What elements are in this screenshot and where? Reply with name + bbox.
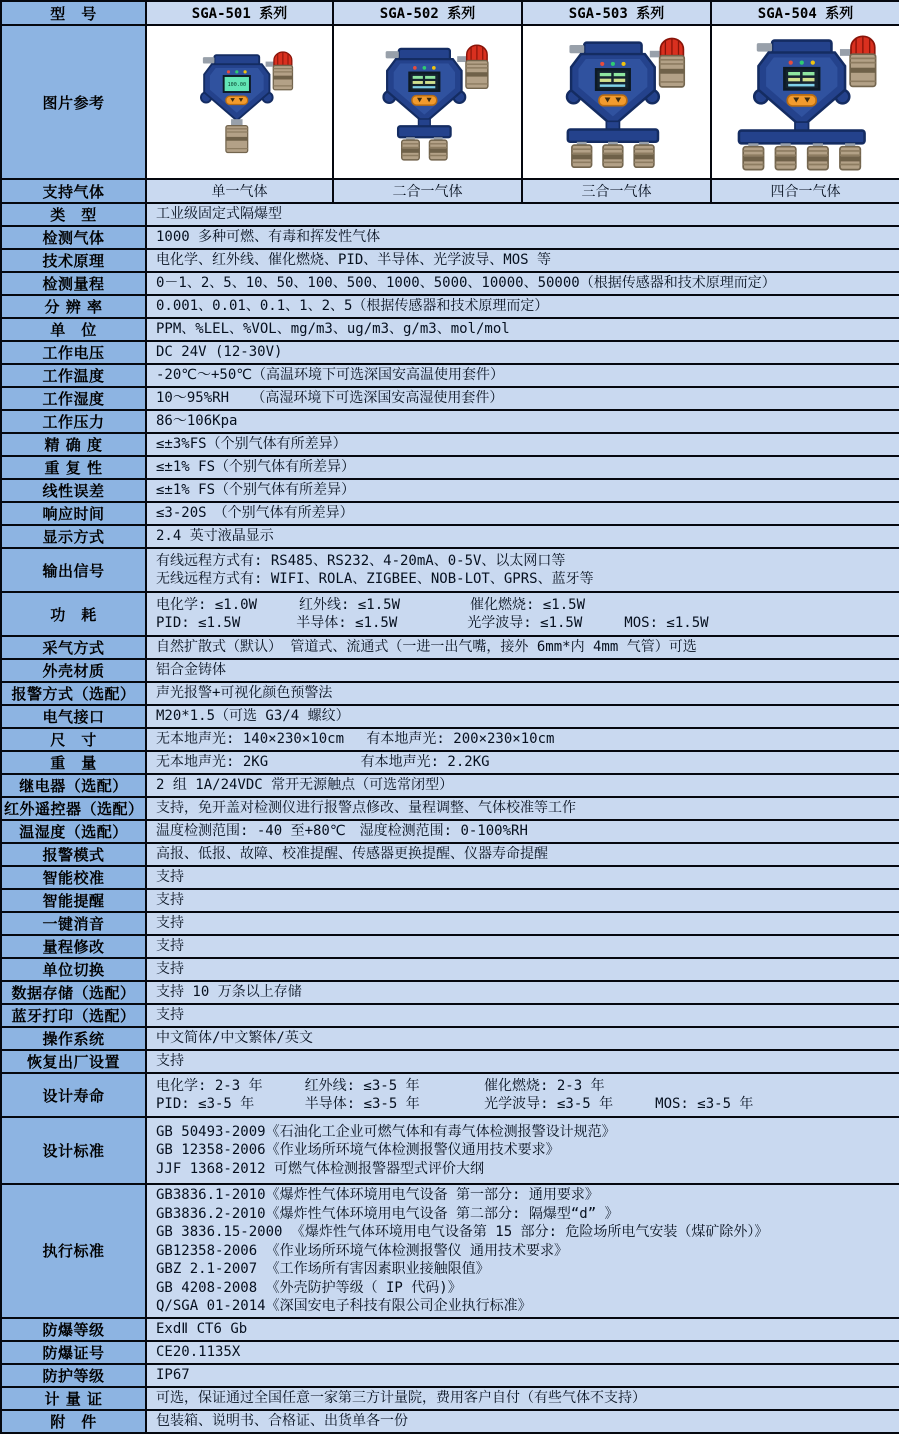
spec-label-voltage: 工作电压 — [1, 341, 146, 364]
model-sga-504: SGA-504 系列 — [711, 1, 899, 25]
spec-row-smart_reminder — [1, 889, 899, 912]
spec-value-line: ≤±1% FS（个别气体有所差异） — [156, 482, 356, 499]
spec-value-line: ≤±3%FS（个别气体有所差异） — [156, 436, 347, 453]
spec-value-line: 电化学: ≤1.0W 红外线: ≤1.5W 催化燃烧: ≤1.5W — [156, 596, 586, 613]
spec-row-size — [1, 728, 899, 751]
spec-value-ip_rating — [146, 1364, 899, 1387]
spec-label-os: 操作系统 — [1, 1027, 146, 1050]
spec-value-line: 1000 多种可燃、有毒和挥发性气体 — [156, 229, 381, 246]
spec-label-detect_gas: 检测气体 — [1, 226, 146, 249]
spec-row-smart_calibration — [1, 866, 899, 889]
spec-value-bt_print_optional — [146, 1004, 899, 1027]
spec-value-one_key_mute — [146, 912, 899, 935]
spec-value-ex_cert_no — [146, 1341, 899, 1364]
spec-value-line: 中文简体/中文繁体/英文 — [156, 1030, 313, 1047]
spec-value-line: DC 24V (12-30V) — [156, 344, 283, 361]
spec-row-sampling — [1, 636, 899, 659]
spec-row-unit_switch — [1, 958, 899, 981]
spec-row-detect_gas — [1, 226, 899, 249]
spec-label-range: 检测量程 — [1, 272, 146, 295]
spec-value-line: 支持 — [156, 1007, 184, 1024]
spec-value-line: GBZ 2.1-2007 《工作场所有害因素职业接触限值》 — [156, 1261, 490, 1277]
spec-value-sampling — [146, 636, 899, 659]
product-image-cell-sga-504 — [711, 25, 899, 179]
spec-label-resolution: 分 辨 率 — [1, 295, 146, 318]
spec-label-unit: 单 位 — [1, 318, 146, 341]
spec-value-line: 支持 — [156, 869, 184, 886]
spec-value-line: 2 组 1A/24VDC 常开无源触点（可选常闭型） — [156, 777, 454, 794]
spec-row-ex_rating — [1, 1318, 899, 1341]
spec-value-line: 铝合金铸体 — [156, 662, 226, 679]
spec-value-line: PID: ≤1.5W 半导体: ≤1.5W 光学波导: ≤1.5W MOS: ≤1.5W — [156, 615, 709, 631]
spec-value-line: ExdⅡ CT6 Gb — [156, 1320, 248, 1337]
spec-label-factory_reset: 恢复出厂设置 — [1, 1050, 146, 1073]
gas-detector-image — [176, 27, 304, 173]
spec-value-range_modify — [146, 935, 899, 958]
spec-row-housing — [1, 659, 899, 682]
spec-value-line: 温度检测范围: -40 至+80℃ 湿度检测范围: 0-100%RH — [156, 823, 528, 840]
spec-row-design_standards — [1, 1117, 899, 1184]
spec-value-type — [146, 203, 899, 226]
spec-label-ex_rating: 防爆等级 — [1, 1318, 146, 1341]
spec-value-line: 声光报警+可视化颜色预警法 — [156, 685, 333, 702]
spec-value-line: ≤3-20S （个别气体有所差异） — [156, 505, 354, 522]
spec-value-alarm_modes — [146, 843, 899, 866]
spec-row-ip_rating — [1, 1364, 899, 1387]
spec-label-data_storage_optional: 数据存储（选配） — [1, 981, 146, 1004]
svg-text:100.00: 100.00 — [227, 81, 246, 88]
spec-row-pressure — [1, 410, 899, 433]
spec-label-exec_standards: 执行标准 — [1, 1184, 146, 1318]
spec-row-range_modify — [1, 935, 899, 958]
spec-row-ir_remote_optional — [1, 797, 899, 820]
spec-label-work_temp: 工作温度 — [1, 364, 146, 387]
model-sga-501: SGA-501 系列 — [146, 1, 333, 25]
spec-label-accuracy: 精 确 度 — [1, 433, 146, 456]
spec-row-accuracy — [1, 433, 899, 456]
product-image-cell-sga-501 — [146, 25, 333, 179]
spec-row-factory_reset — [1, 1050, 899, 1073]
spec-row-relay_optional — [1, 774, 899, 797]
spec-row-os — [1, 1027, 899, 1050]
spec-value-ex_rating — [146, 1318, 899, 1341]
spec-value-line: 支持，免开盖对检测仪进行报警点修改、量程调整、气体校准等工作 — [156, 800, 576, 817]
spec-value-line: 86～106Kpa — [156, 413, 238, 430]
spec-value-line: 支持 — [156, 961, 184, 978]
spec-value-line: Q/SGA 01-2014《深国安电子科技有限公司企业执行标准》 — [156, 1298, 532, 1314]
spec-value-line: 无线远程方式有: WIFI、ROLA、ZIGBEE、NOB-LOT、GPRS、蓝牙等 — [156, 571, 594, 587]
spec-value-line: 支持 — [156, 938, 184, 955]
spec-value-factory_reset — [146, 1050, 899, 1073]
spec-label-housing: 外壳材质 — [1, 659, 146, 682]
spec-value-line: 无本地声光: 140×230×10cm 有本地声光: 200×230×10cm — [156, 731, 555, 748]
spec-label-metrology_cert: 计 量 证 — [1, 1387, 146, 1410]
spec-value-accessories — [146, 1410, 899, 1433]
spec-row-exec_standards — [1, 1184, 899, 1318]
spec-value-housing — [146, 659, 899, 682]
spec-value-linearity — [146, 479, 899, 502]
spec-value-line: 电化学、红外线、催化燃烧、PID、半导体、光学波导、MOS 等 — [156, 252, 551, 269]
spec-value-line: 包装箱、说明书、合格证、出货单各一份 — [156, 1412, 408, 1429]
gas-support-row — [1, 179, 899, 203]
spec-label-weight: 重 量 — [1, 751, 146, 774]
spec-row-alarm_modes — [1, 843, 899, 866]
gas-detector-illustration — [355, 27, 501, 173]
spec-value-line: IP67 — [156, 1366, 190, 1383]
spec-label-relay_optional: 继电器（选配） — [1, 774, 146, 797]
spec-value-line: GB 50493-2009《石油化工企业可燃气体和有毒气体检测报警设计规范》 — [156, 1123, 616, 1140]
gas-support-row-label: 支持气体 — [1, 179, 146, 203]
spec-value-smart_calibration — [146, 866, 899, 889]
spec-label-alarm_modes: 报警模式 — [1, 843, 146, 866]
spec-value-line: 高报、低报、故障、校准提醒、传感器更换提醒、仪器寿命提醒 — [156, 846, 548, 863]
spec-label-one_key_mute: 一键消音 — [1, 912, 146, 935]
spec-label-alarm_mode_optional: 报警方式（选配） — [1, 682, 146, 705]
spec-value-line: PPM、%LEL、%VOL、mg/m3、ug/m3、g/m3、mol/mol — [156, 321, 510, 338]
spec-label-unit_switch: 单位切换 — [1, 958, 146, 981]
image-row-label: 图片参考 — [1, 25, 146, 179]
spec-row-weight — [1, 751, 899, 774]
spec-value-line: ≤±1% FS（个别气体有所差异） — [156, 459, 356, 476]
spec-value-accuracy — [146, 433, 899, 456]
spec-value-repeatability — [146, 456, 899, 479]
spec-value-line: CE20.1135X — [156, 1343, 241, 1360]
spec-value-relay_optional — [146, 774, 899, 797]
spec-label-bt_print_optional: 蓝牙打印（选配） — [1, 1004, 146, 1027]
spec-row-repeatability — [1, 456, 899, 479]
spec-value-line: 支持 — [156, 915, 184, 932]
spec-value-line: 无本地声光: 2KG 有本地声光: 2.2KG — [156, 754, 490, 771]
spec-row-alarm_mode_optional — [1, 682, 899, 705]
gas-detector-image — [535, 27, 699, 173]
spec-value-smart_reminder — [146, 889, 899, 912]
product-image-cell-sga-502 — [333, 25, 522, 179]
spec-label-output_signal: 输出信号 — [1, 548, 146, 592]
spec-value-unit_switch — [146, 958, 899, 981]
spec-row-accessories — [1, 1410, 899, 1433]
spec-value-line: 2.4 英寸液晶显示 — [156, 528, 274, 545]
gas-support-sga-503: 三合一气体 — [522, 179, 711, 203]
spec-value-line: JJF 1368-2012 可燃气体检测报警器型式评价大纲 — [156, 1160, 485, 1177]
spec-value-line: 支持 10 万条以上存储 — [156, 984, 302, 1001]
model-row — [1, 1, 899, 25]
spec-value-work_humidity — [146, 387, 899, 410]
spec-value-line: GB 3836.15-2000 《爆炸性气体环境用电气设备第 15 部分: 危险场所电气安装（煤矿除外）》 — [156, 1224, 769, 1240]
spec-value-line: GB3836.1-2010《爆炸性气体环境用电气设备 第一部分: 通用要求》 — [156, 1187, 599, 1203]
spec-value-pressure — [146, 410, 899, 433]
spec-label-pressure: 工作压力 — [1, 410, 146, 433]
spec-value-line: PID: ≤3-5 年 半导体: ≤3-5 年 光学波导: ≤3-5 年 MOS: ≤3-5 年 — [156, 1096, 754, 1112]
spec-row-resolution — [1, 295, 899, 318]
spec-value-line: 0.001、0.01、0.1、1、2、5（根据传感器和技术原理而定） — [156, 298, 549, 315]
spec-row-bt_print_optional — [1, 1004, 899, 1027]
product-image-cell-sga-503 — [522, 25, 711, 179]
spec-row-principle — [1, 249, 899, 272]
spec-label-design_standards: 设计标准 — [1, 1117, 146, 1184]
spec-value-weight — [146, 751, 899, 774]
spec-row-power — [1, 592, 899, 636]
spec-label-response_time: 响应时间 — [1, 502, 146, 525]
model-sga-503: SGA-503 系列 — [522, 1, 711, 25]
spec-row-metrology_cert — [1, 1387, 899, 1410]
spec-label-smart_reminder: 智能提醒 — [1, 889, 146, 912]
spec-value-line: 电化学: 2-3 年 红外线: ≤3-5 年 催化燃烧: 2-3 年 — [156, 1077, 605, 1094]
spec-label-ir_remote_optional: 红外遥控器（选配） — [1, 797, 146, 820]
spec-value-ir_remote_optional — [146, 797, 899, 820]
spec-label-work_humidity: 工作湿度 — [1, 387, 146, 410]
spec-row-linearity — [1, 479, 899, 502]
spec-row-one_key_mute — [1, 912, 899, 935]
spec-value-display — [146, 525, 899, 548]
spec-value-line: 支持 — [156, 1053, 184, 1070]
gas-detector-illustration — [176, 27, 304, 173]
spec-label-electrical_port: 电气接口 — [1, 705, 146, 728]
spec-value-line: 0－1、2、5、10、50、100、500、1000、5000、10000、50000（根据传感器和技术原理而定） — [156, 275, 776, 292]
spec-value-range — [146, 272, 899, 295]
spec-value-line: -20℃～+50℃（高温环境下可选深国安高温使用套件） — [156, 367, 505, 384]
spec-label-linearity: 线性误差 — [1, 479, 146, 502]
spec-row-response_time — [1, 502, 899, 525]
gas-detector-image — [715, 27, 897, 173]
spec-label-display: 显示方式 — [1, 525, 146, 548]
spec-row-range — [1, 272, 899, 295]
spec-row-work_humidity — [1, 387, 899, 410]
spec-value-power — [146, 592, 899, 636]
gas-detector-illustration — [715, 27, 897, 173]
spec-row-display — [1, 525, 899, 548]
spec-value-exec_standards — [146, 1184, 899, 1318]
spec-row-work_temp — [1, 364, 899, 387]
spec-row-data_storage_optional — [1, 981, 899, 1004]
spec-label-smart_calibration: 智能校准 — [1, 866, 146, 889]
spec-row-unit — [1, 318, 899, 341]
spec-row-electrical_port — [1, 705, 899, 728]
spec-value-work_temp — [146, 364, 899, 387]
spec-label-repeatability: 重 复 性 — [1, 456, 146, 479]
spec-value-detect_gas — [146, 226, 899, 249]
spec-row-temp_humidity_optional — [1, 820, 899, 843]
spec-row-voltage — [1, 341, 899, 364]
spec-label-sampling: 采气方式 — [1, 636, 146, 659]
spec-label-principle: 技术原理 — [1, 249, 146, 272]
spec-value-resolution — [146, 295, 899, 318]
spec-value-output_signal — [146, 548, 899, 592]
spec-value-line: GB3836.2-2010《爆炸性气体环境用电气设备 第二部分: 隔爆型“d” 》 — [156, 1205, 619, 1222]
spec-value-line: 自然扩散式（默认） 管道式、流通式（一进一出气嘴，接外 6mm*内 4mm 气管）可选 — [156, 639, 697, 656]
spec-label-design_life: 设计寿命 — [1, 1073, 146, 1117]
spec-table-header-section — [1, 1, 899, 203]
image-row — [1, 25, 899, 179]
spec-value-electrical_port — [146, 705, 899, 728]
spec-value-response_time — [146, 502, 899, 525]
spec-value-unit — [146, 318, 899, 341]
spec-value-line: 有线远程方式有: RS485、RS232、4-20mA、0-5V、以太网口等 — [156, 552, 566, 569]
model-row-label: 型 号 — [1, 1, 146, 25]
spec-value-temp_humidity_optional — [146, 820, 899, 843]
spec-label-power: 功 耗 — [1, 592, 146, 636]
spec-value-design_standards — [146, 1117, 899, 1184]
gas-support-sga-504: 四合一气体 — [711, 179, 899, 203]
spec-value-line: 支持 — [156, 892, 184, 909]
spec-value-size — [146, 728, 899, 751]
spec-row-output_signal — [1, 548, 899, 592]
spec-value-line: GB12358-2006 《作业场所环境气体检测报警仪 通用技术要求》 — [156, 1242, 569, 1259]
spec-label-ip_rating: 防护等级 — [1, 1364, 146, 1387]
spec-value-line: 可选，保证通过全国任意一家第三方计量院，费用客户自付（有些气体不支持） — [156, 1389, 646, 1406]
spec-value-line: 工业级固定式隔爆型 — [156, 206, 282, 223]
spec-value-data_storage_optional — [146, 981, 899, 1004]
spec-label-temp_humidity_optional: 温湿度（选配） — [1, 820, 146, 843]
spec-value-principle — [146, 249, 899, 272]
gas-detector-illustration — [535, 27, 699, 173]
spec-value-design_life — [146, 1073, 899, 1117]
gas-support-sga-501: 单一气体 — [146, 179, 333, 203]
spec-label-type: 类 型 — [1, 203, 146, 226]
spec-table-body — [1, 203, 899, 1433]
spec-value-alarm_mode_optional — [146, 682, 899, 705]
spec-value-line: GB 4208-2008 《外壳防护等级（ IP 代码)》 — [156, 1279, 462, 1296]
spec-row-design_life — [1, 1073, 899, 1117]
spec-label-size: 尺 寸 — [1, 728, 146, 751]
spec-row-ex_cert_no — [1, 1341, 899, 1364]
spec-value-line: M20*1.5（可选 G3/4 螺纹） — [156, 708, 350, 725]
gas-support-sga-502: 二合一气体 — [333, 179, 522, 203]
spec-value-line: GB 12358-2006《作业场所环境气体检测报警仪通用技术要求》 — [156, 1142, 560, 1159]
spec-row-type — [1, 203, 899, 226]
spec-value-voltage — [146, 341, 899, 364]
gas-detector-image — [355, 27, 501, 173]
spec-value-line: 10～95%RH （高湿环境下可选深国安高湿使用套件） — [156, 390, 504, 407]
spec-value-metrology_cert — [146, 1387, 899, 1410]
spec-label-accessories: 附 件 — [1, 1410, 146, 1433]
spec-label-range_modify: 量程修改 — [1, 935, 146, 958]
spec-value-os — [146, 1027, 899, 1050]
spec-label-ex_cert_no: 防爆证号 — [1, 1341, 146, 1364]
model-sga-502: SGA-502 系列 — [333, 1, 522, 25]
